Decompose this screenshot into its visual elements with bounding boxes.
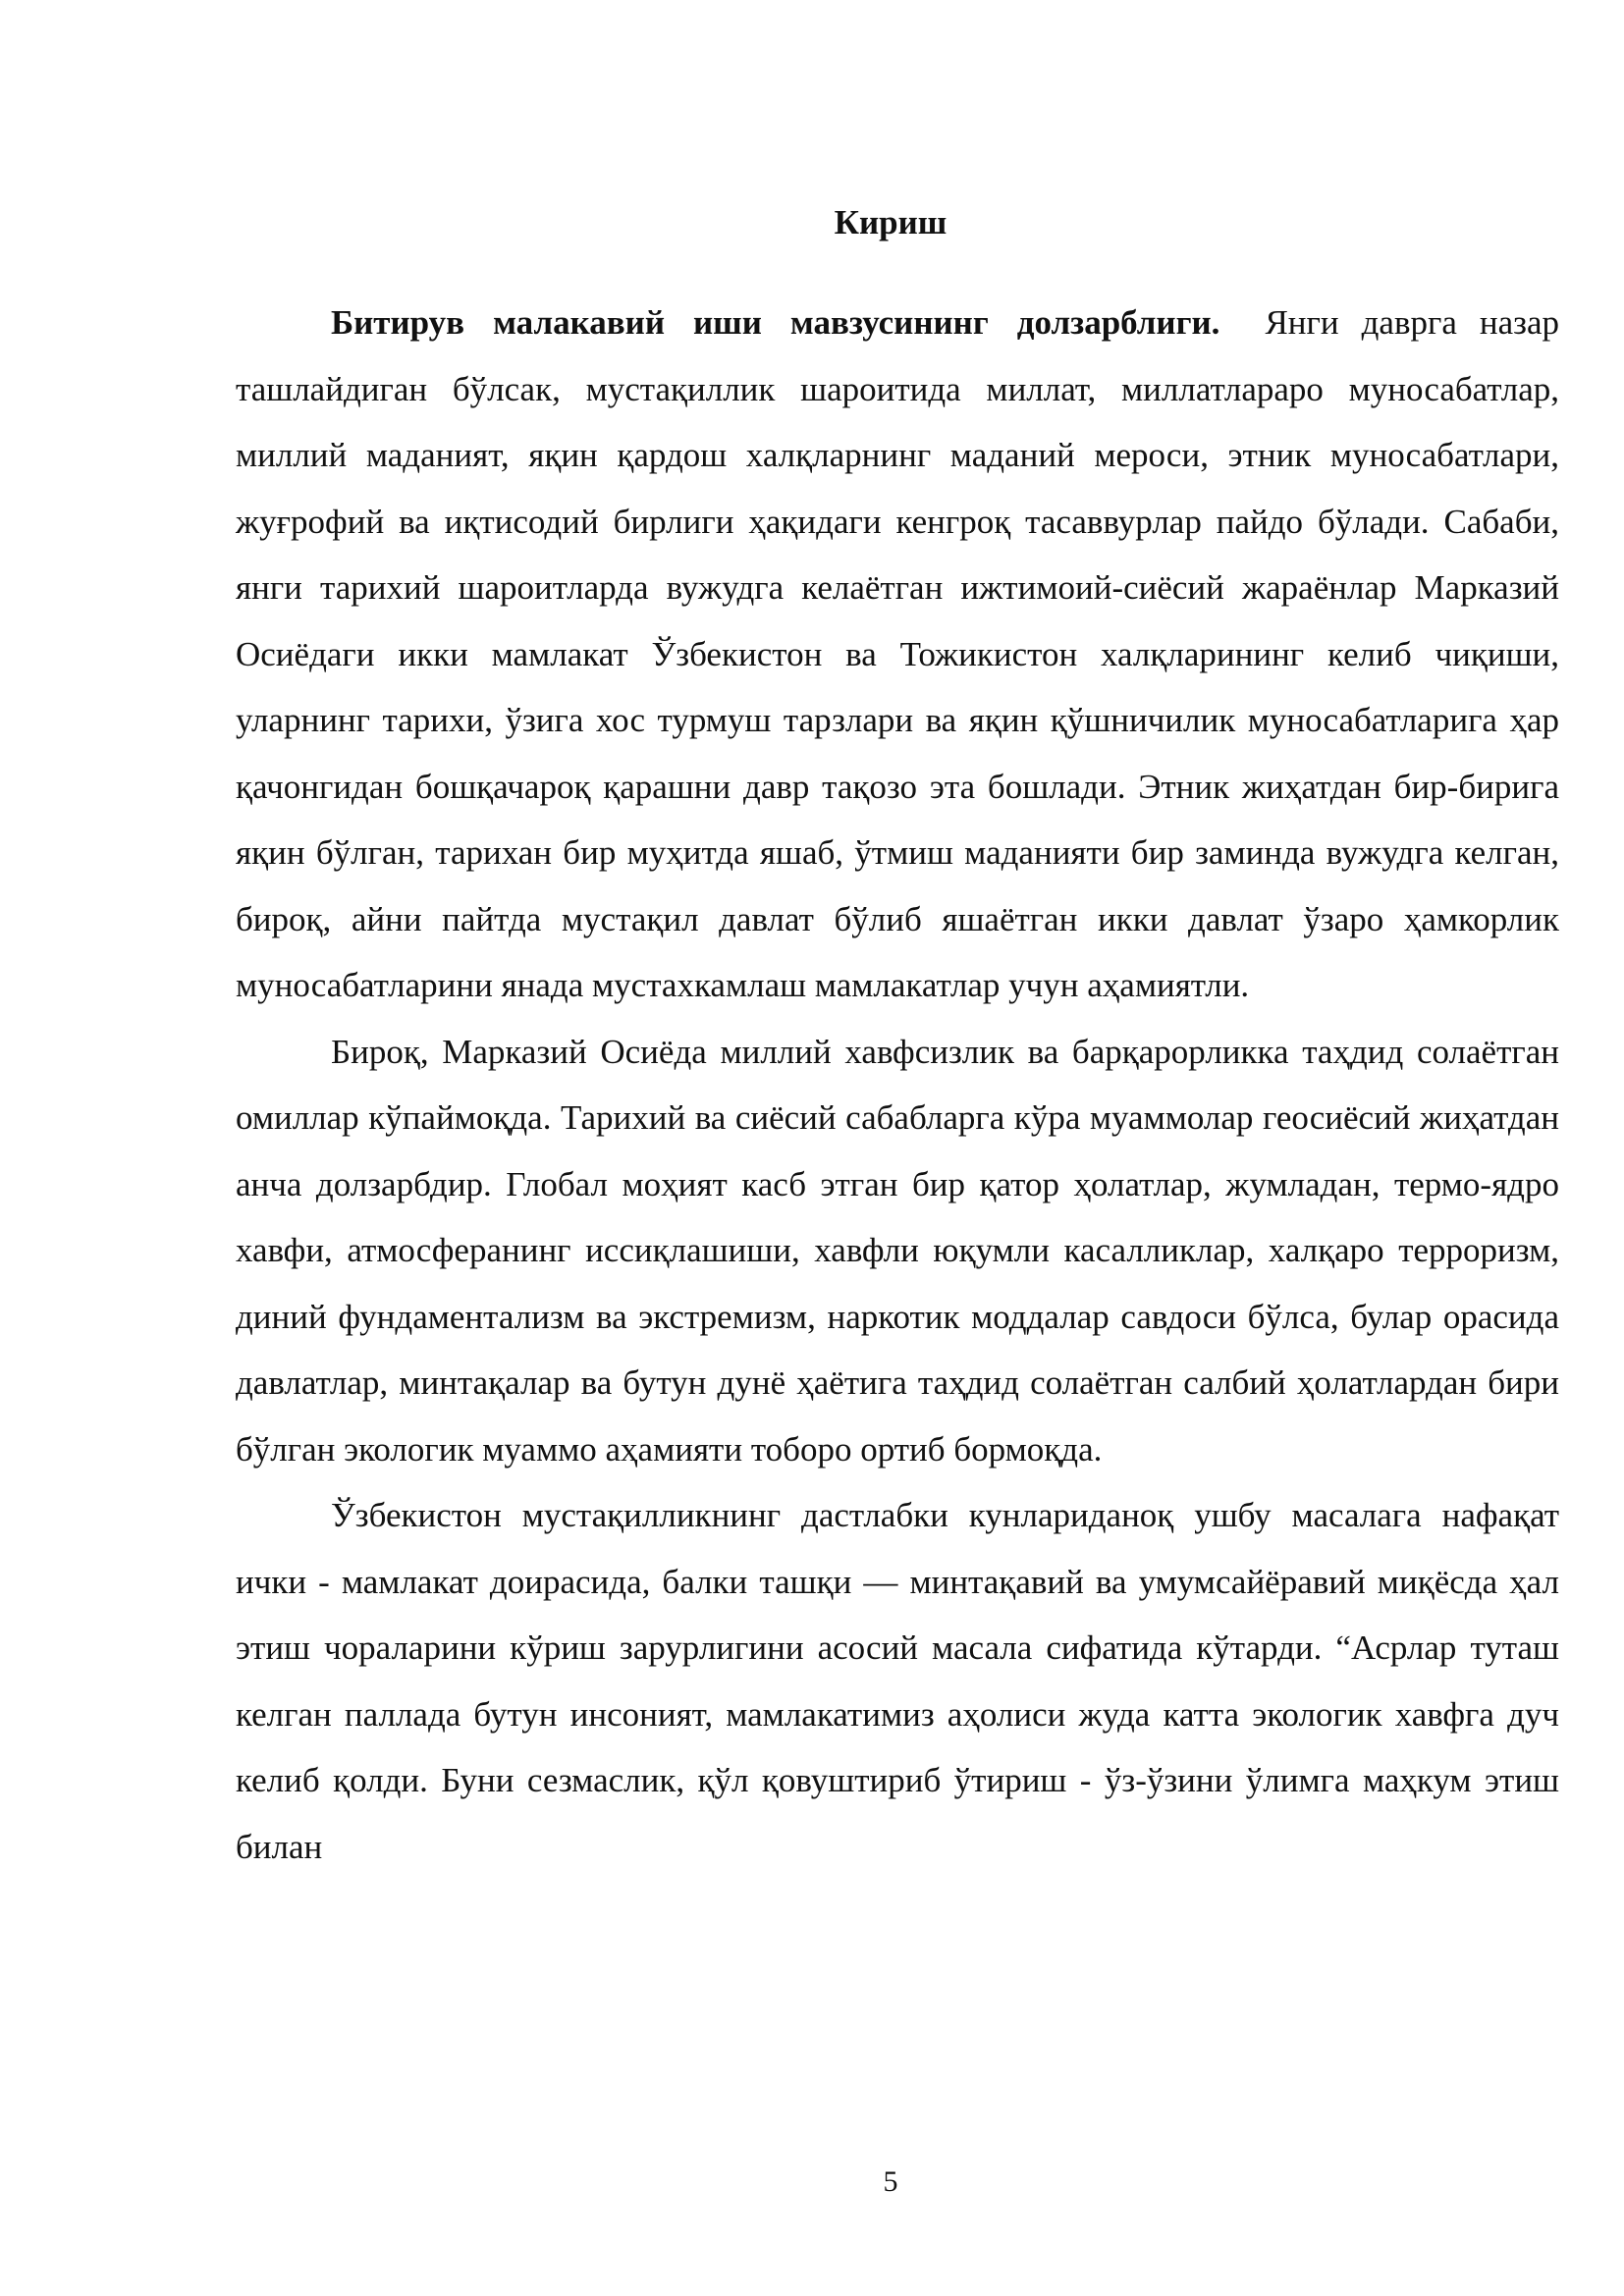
page-title: Кириш (834, 203, 947, 241)
paragraph-lead-heading: Битирув малакавий иши мавзусининг долзарблиги. (331, 303, 1220, 342)
paragraph-uzbekistan (236, 1482, 1559, 1880)
paragraph-text: Янги даврга назар ташлайдиган бўлсак, мустақиллик шароитида миллат, миллатлараро муносабатлар, миллий маданият, яқин қардош халқларнинг маданий мероси, этник муносабатлари, жуғрофий ва иқтисодий бирлиги ҳақидаги кенгроқ тасаввурлар пайдо бўлади. Сабаби, янги тарихий шароитларда вужудга келаётган ижтимоий-сиёсий жараёнлар Марказий Осиёдаги икки мамлакат Ўзбекистон ва Тожикистон халқларининг келиб чиқиши, уларнинг тарихи, ўзига хос турмуш тарзлари ва яқин қўшничилик муносабатларига ҳар қачонгидан бошқачароқ қарашни давр тақозо эта бошлади. Этник жиҳатдан бир-бирига яқин бўлган, тарихан бир муҳитда яшаб, ўтмиш маданияти бир заминда вужудга келган, бироқ, айни пайтда мустақил давлат бўлиб яшаётган икки давлат ўзаро ҳамкорлик муносабатларини янада мустахкамлаш мамлакатлар учун аҳамиятли. (236, 303, 1560, 1004)
paragraph-text: Ўзбекистон мустақилликнинг дастлабки кунлариданоқ ушбу масалага нафақат ички - мамлакат доирасида, балки ташқи — минтақавий ва умумсайёравий миқёсда ҳал этиш чораларини кўриш зарурлигини асосий масала сифатида кўтарди. “Асрлар туташ келган паллада бутун инсоният, мамлакатимиз аҳолиси жуда катта экологик хавфга дуч келиб қолди. Буни сезмаслик, қўл қовуштириб ўтириш - ўз-ўзини ўлимга маҳкум этиш билан (236, 1496, 1559, 1866)
paragraph-relevance (236, 290, 1559, 1019)
paragraph-text: Бироқ, Марказий Осиёда миллий хавфсизлик ва барқарорликка таҳдид солаётган омиллар кўпаймоқда. Тарихий ва сиёсий сабабларга кўра муаммолар геосиёсий жиҳатдан анча долзарбдир. Глобал моҳият касб этган бир қатор ҳолатлар, жумладан, термо-ядро хавфи, атмосферанинг иссиқлашиши, хавфли юқумли касалликлар, халқаро терроризм, диний фундаментализм ва экстремизм, наркотик моддалар савдоси бўлса, булар орасида давлатлар, минтақалар ва бутун дунё ҳаётига таҳдид солаётган салбий ҳолатлардан бири бўлган экологик муаммо аҳамияти тоборо ортиб бормоқда. (236, 1032, 1559, 1468)
document-body (236, 290, 1559, 1880)
paragraph-security (236, 1019, 1559, 1483)
page-number: 5 (883, 2165, 898, 2198)
